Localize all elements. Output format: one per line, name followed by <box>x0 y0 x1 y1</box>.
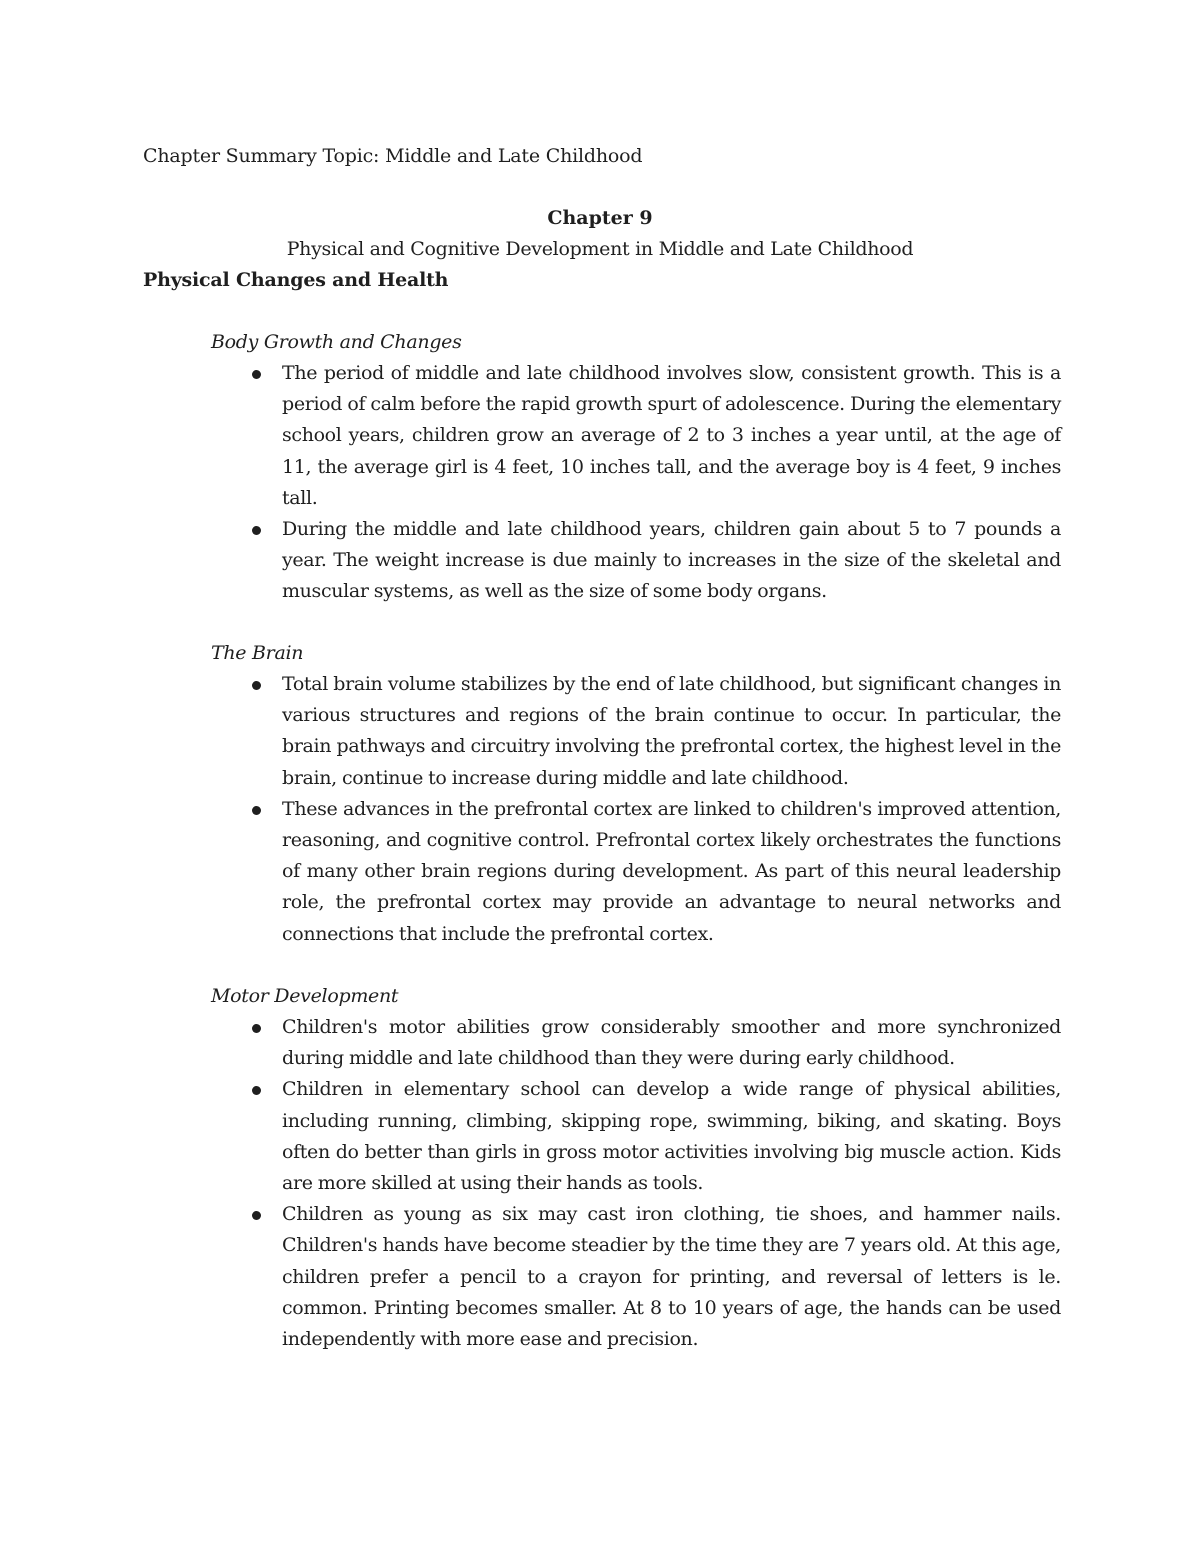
chapter-number-heading: Chapter 9 <box>547 207 653 229</box>
list-item-text: Children in elementary school can develop a wide range of physical abilities, including running, climbing, skipping rope, swimming, biking, and skating. Boys often do better than girls in gross motor activities involving big muscle action. Kids are more skilled at using their hands as tools. <box>282 1078 1061 1195</box>
bullet-dot-icon <box>252 1211 261 1220</box>
list-item <box>211 1012 1061 1074</box>
bullet-dot-icon <box>252 370 261 379</box>
subsection-motor-development <box>211 981 1061 1355</box>
list-item-text: Children as young as six may cast iron clothing, tie shoes, and hammer nails. Children's hands have become steadier by the time they are 7 years old. At this age, children prefer a pencil to a crayon for printing, and reversal of letters is le. common. Printing becomes smaller. At 8 to 10 years of age, the hands can be used independently with more ease and precision. <box>282 1203 1061 1351</box>
bullet-dot-icon <box>252 1086 261 1095</box>
chapter-title-heading: Physical and Cognitive Development in Middle and Late Childhood <box>286 238 914 260</box>
list-item-text: During the middle and late childhood years, children gain about 5 to 7 pounds a year. The weight increase is due mainly to increases in the size of the skeletal and muscular systems, as well as the size of some body organs. <box>282 518 1061 603</box>
subsection-title: Motor Development <box>211 985 399 1007</box>
list-item <box>211 794 1061 950</box>
summary-topic-line: Chapter Summary Topic: Middle and Late Childhood <box>143 145 643 167</box>
list-item-text: Children's motor abilities grow considerably smoother and more synchronized during middle and late childhood than they were during early childhood. <box>282 1016 1061 1070</box>
bullet-list <box>211 669 1061 950</box>
list-item-text: These advances in the prefrontal cortex are linked to children's improved attention, reasoning, and cognitive control. Prefrontal cortex likely orchestrates the functions of many other brain regions during development. As part of this neural leadership role, the prefrontal cortex may provide an advantage to neural networks and connections that include the prefrontal cortex. <box>282 797 1061 945</box>
section-heading: Physical Changes and Health <box>143 269 449 291</box>
list-item <box>211 1074 1061 1199</box>
list-item <box>211 514 1061 608</box>
list-item-text: Total brain volume stabilizes by the end of late childhood, but significant changes in various structures and regions of the brain continue to occur. In particular, the brain pathways and circuitry involving the prefrontal cortex, the highest level in the brain, continue to increase during middle and late childhood. <box>282 673 1061 789</box>
bullet-dot-icon <box>252 1024 261 1033</box>
subsection-brain <box>211 638 1061 950</box>
list-item <box>211 669 1061 794</box>
list-item-text: The period of middle and late childhood involves slow, consistent growth. This is a period of calm before the rapid growth spurt of adolescence. During the elementary school years, children grow an average of 2 to 3 inches a year until, at the age of 11, the average girl is 4 feet, 10 inches tall, and the average boy is 4 feet, 9 inches tall. <box>282 362 1061 509</box>
subsection-title: The Brain <box>211 642 304 664</box>
list-item <box>211 358 1061 514</box>
bullet-dot-icon <box>252 681 261 690</box>
bullet-dot-icon <box>252 806 261 815</box>
subsection-title: Body Growth and Changes <box>211 331 462 353</box>
bullet-dot-icon <box>252 526 261 535</box>
bullet-list <box>211 358 1061 608</box>
bullet-list <box>211 1012 1061 1355</box>
subsection-body-growth <box>211 327 1061 608</box>
list-item <box>211 1199 1061 1355</box>
